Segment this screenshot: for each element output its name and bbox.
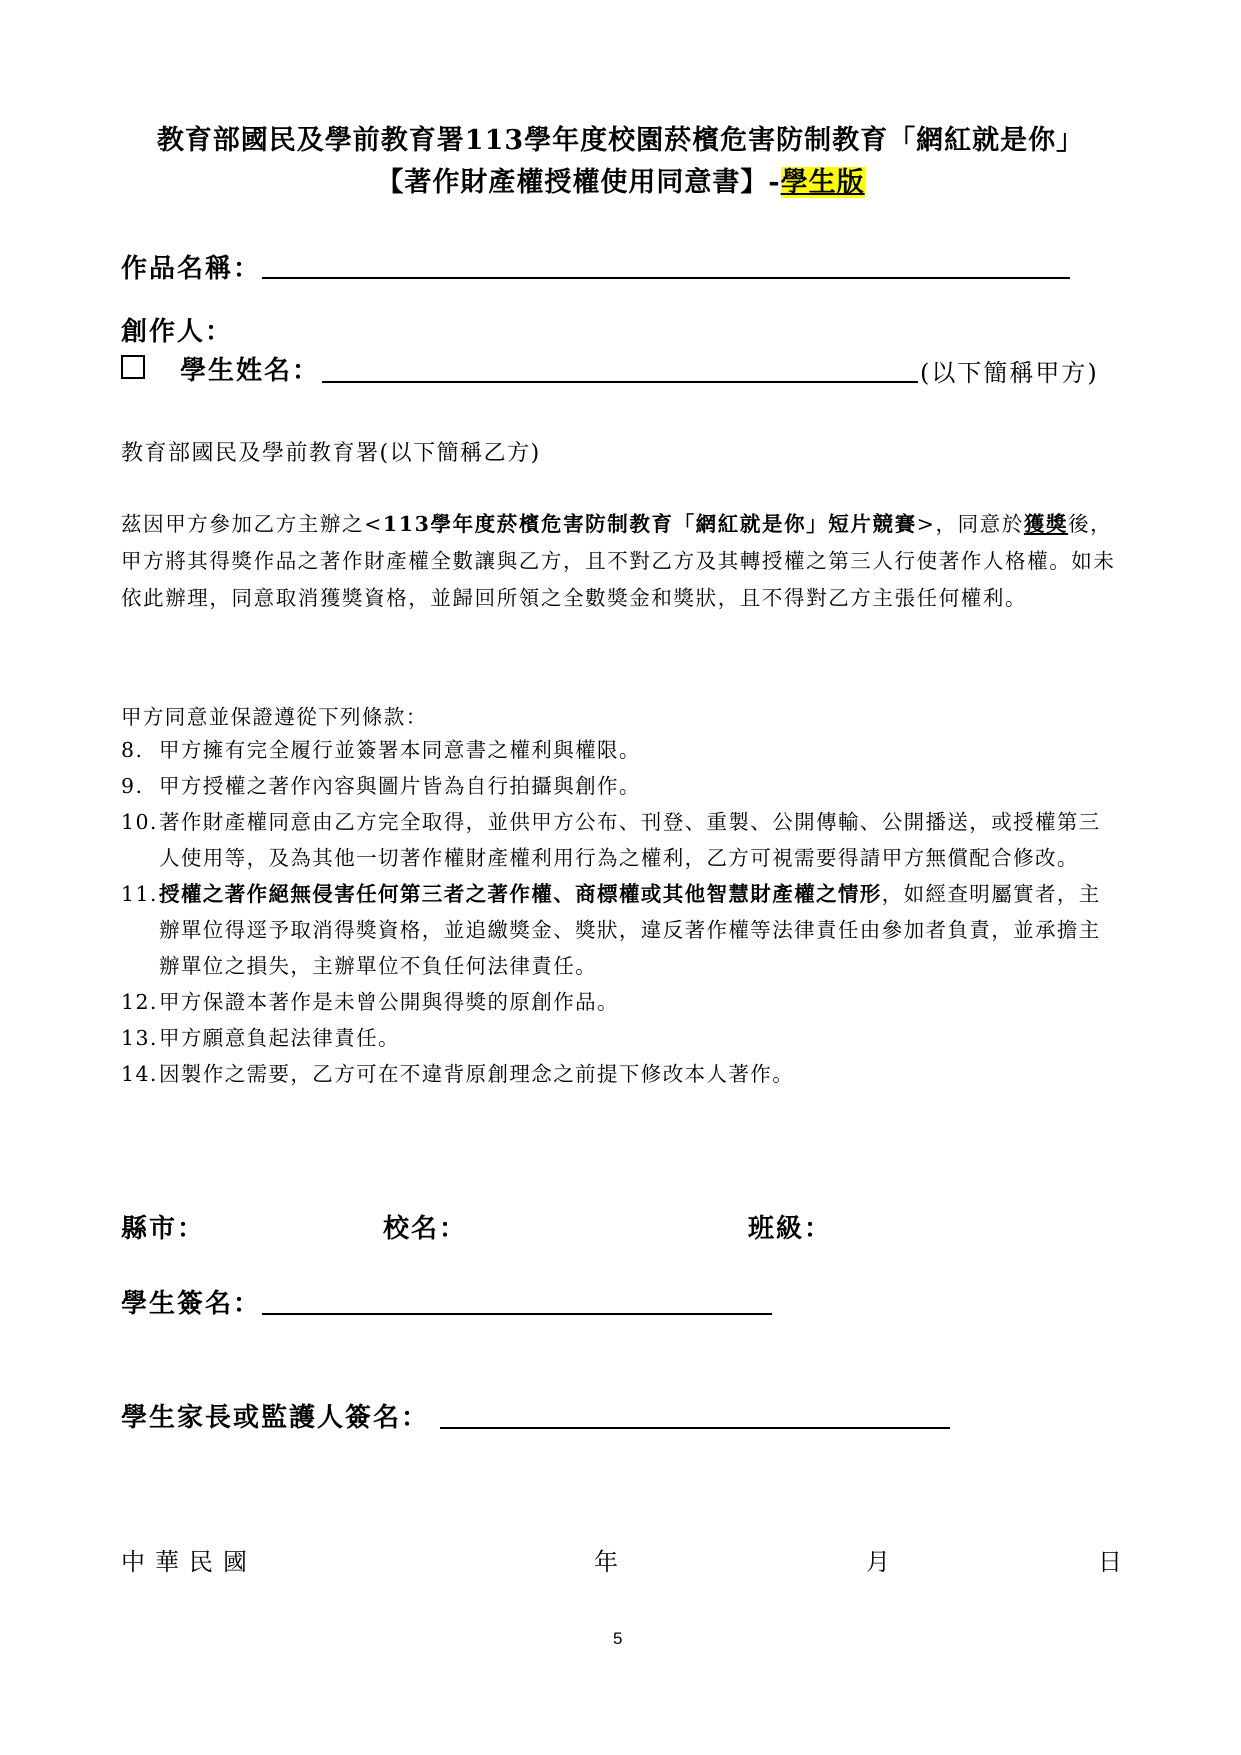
term-item: [121, 876, 1121, 984]
term-number: 8.: [121, 738, 144, 762]
title-line-1: 教育部國民及學前教育署113學年度校園菸檳危害防制教育「網紅就是你」: [156, 125, 1085, 156]
student-sign-line[interactable]: [262, 1313, 772, 1315]
school-label: 校名：: [383, 1214, 468, 1244]
term-text: 著作財產權同意由乙方完全取得，並供甲方公布、刊登、重製、公開傳輸、公開播送，或授權第三人使用等，及為其他一切著作權財產權利用行為之權利，乙方可視需要得請甲方無償配合修改。: [159, 810, 1101, 870]
term-text: 甲方擁有完全履行並簽署本同意書之權利與權限。: [159, 738, 641, 762]
date-year: 年: [594, 1548, 628, 1576]
student-name-line[interactable]: [322, 381, 918, 383]
creator-label: 創作人：: [121, 317, 234, 347]
term-number: 11.: [121, 882, 158, 906]
term-item: [121, 768, 1121, 804]
page-number: 5: [613, 1629, 623, 1648]
term-item: [121, 732, 1121, 768]
term-item: [121, 984, 1121, 1020]
intro-part-1: 茲因甲方參加乙方主辦之<: [121, 512, 383, 536]
title-line-2: [0, 160, 1241, 199]
terms-list: [121, 732, 1121, 1092]
party-a-note: (以下簡稱甲方): [920, 359, 1099, 387]
student-sign-label: 學生簽名：: [121, 1289, 262, 1319]
term-text: 甲方願意負起法律責任。: [159, 1026, 400, 1050]
terms-intro: 甲方同意並保證遵從下列條款：: [121, 705, 428, 729]
term-text: 甲方授權之著作內容與圖片皆為自行拍攝與創作。: [159, 774, 641, 798]
intro-competition: 113學年度菸檳危害防制教育「網紅就是你」短片競賽: [382, 512, 917, 536]
intro-paragraph: [121, 506, 1121, 617]
term-number: 13.: [121, 1026, 158, 1050]
date-month: 月: [866, 1548, 900, 1576]
guardian-sign-line[interactable]: [440, 1427, 950, 1429]
date-day: 日: [1098, 1548, 1132, 1576]
term-bold-text: 授權之著作絕無侵害任何第三者之著作權、商標權或其他智慧財產權之情形: [159, 882, 882, 906]
term-text: 甲方保證本著作是未曾公開與得獎的原創作品。: [159, 990, 619, 1014]
work-name-line[interactable]: [262, 277, 1070, 279]
term-number: 9.: [121, 774, 144, 798]
term-text: 因製作之需要，乙方可在不違背原創理念之前提下修改本人著作。: [159, 1062, 795, 1086]
work-name-label: 作品名稱：: [121, 254, 262, 284]
intro-part-3: 後，甲方將其得獎作品之著作財產權全數讓與乙方，且不對乙方及其轉授權之第三人行使著作人格權。如未依此辦理，同意取消獲獎資格，並歸回所領之全數獎金和獎狀，且不得對乙方主張任何權利。: [121, 512, 1116, 610]
party-b-text: 教育部國民及學前教育署(以下簡稱乙方): [121, 441, 541, 466]
guardian-sign-label: 學生家長或監護人簽名：: [121, 1403, 430, 1433]
title-highlight: 學生版: [780, 167, 865, 198]
student-checkbox[interactable]: [121, 355, 145, 379]
term-item: [121, 1020, 1121, 1056]
student-name-label: 學生姓名：: [180, 356, 321, 386]
term-item: [121, 1056, 1121, 1092]
date-era: 中華民國: [121, 1548, 257, 1576]
class-label: 班級：: [748, 1214, 833, 1244]
term-number: 14.: [121, 1062, 158, 1086]
county-label: 縣市：: [121, 1214, 206, 1244]
term-item: [121, 804, 1121, 876]
title-main: 【著作財產權授權使用同意書】-: [376, 167, 781, 198]
intro-award: 獲獎: [1023, 512, 1069, 536]
term-number: 10.: [121, 810, 158, 834]
intro-part-2: >，同意於: [916, 512, 1024, 536]
term-text: ，如經查明屬實者，主辦單位得逕予取消得獎資格，並追繳獎金、獎狀，違反著作權等法律責任由參加者負責，並承擔主辦單位之損失，主辦單位不負任何法律責任。: [159, 882, 1101, 978]
term-number: 12.: [121, 990, 158, 1014]
